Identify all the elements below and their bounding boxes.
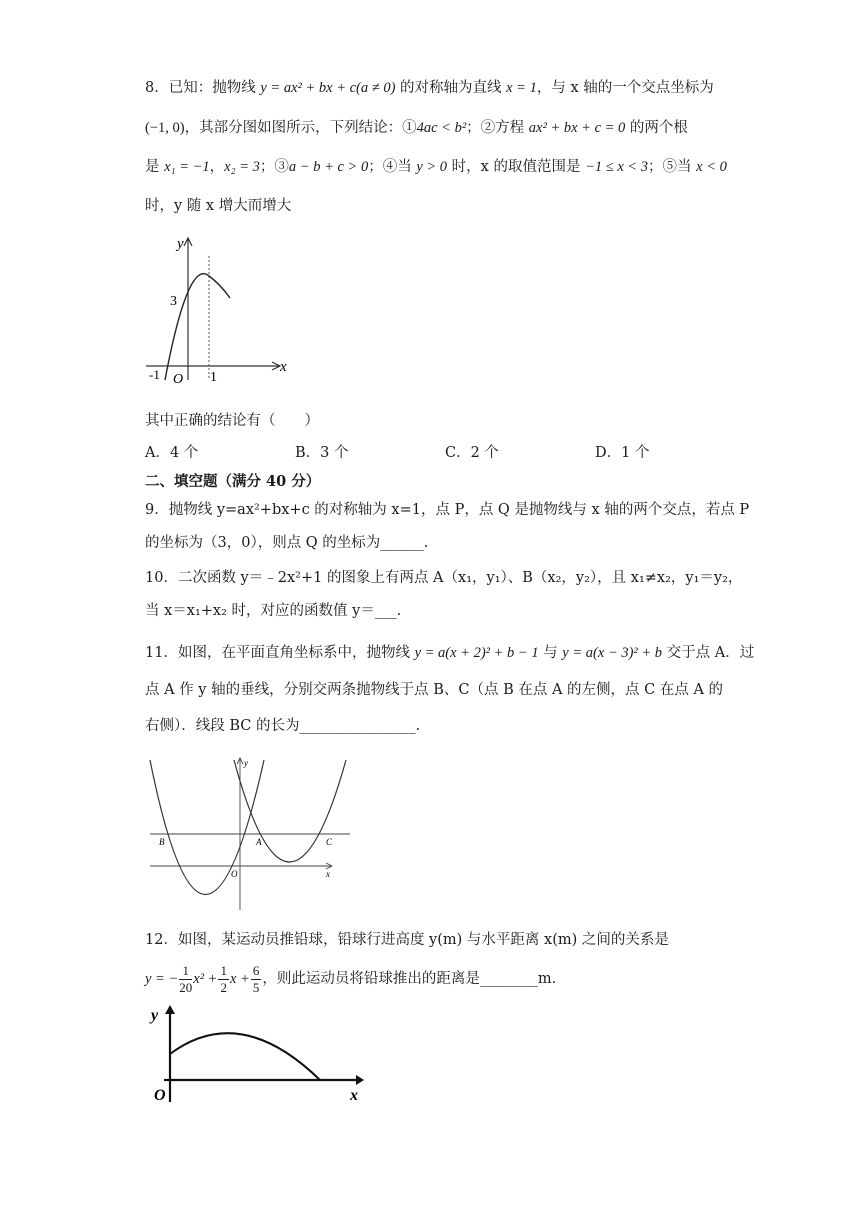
q11-text: 与	[538, 645, 563, 661]
q10-line-2: 当 x＝x₁+x₂ 时，对应的函数值 y＝___.	[145, 603, 402, 619]
q8-point: (−1, 0)	[145, 120, 185, 136]
q8-option-a[interactable]: A．4 个	[145, 445, 199, 461]
q11-graph-c-label: C	[326, 837, 333, 847]
q12-graph-y-label: y	[151, 1007, 159, 1024]
q12-graph-x-label: x	[350, 1087, 358, 1104]
q11-equation-2: y = a(x − 3)² + b	[562, 645, 663, 661]
q8-line-3: 是 x₁ = −1，x₂ = 3；③a − b + c > 0；④当 y > 0 时，x 的取值范围是 −1 ≤ x < 3；⑤当 x < 0	[145, 159, 727, 175]
q9-line-1: 9．抛物线 y=ax²+bx+c 的对称轴为 x=1，点 P，点 Q 是抛物线与 x 轴的两个交点，若点 P	[145, 502, 750, 518]
q12-graph-origin-label: O	[154, 1087, 166, 1104]
q8-text: ，其部分图如图所示，下列结论：①	[184, 120, 417, 136]
q10-line-1: 10．二次函数 y＝﹣2x²+1 的图象上有两点 A（x₁，y₁）、B（x₂，y₂），且 x₁≠x₂，y₁＝y₂，	[145, 570, 743, 586]
q11-graph-a-label: A	[256, 837, 262, 847]
q8-parabola-graph	[140, 228, 300, 388]
q8-text: 时，x 的取值范围是	[447, 159, 586, 175]
q12-fraction-2: $\frac{1}{2}$	[220, 962, 227, 995]
q8-root-1: x₁ = −1	[164, 159, 210, 175]
q12-x-arrow	[356, 1075, 364, 1085]
q8-text: ，与 x 轴的一个交点坐标为	[536, 80, 714, 96]
q11-line-1	[145, 643, 754, 663]
q8-graph-x-label: x	[280, 359, 287, 375]
q12-line-1: 12．如图，某运动员推铅球，铅球行进高度 y(m) 与水平距离 x(m) 之间的关系是	[145, 932, 669, 948]
q12-equation-part: y = −	[145, 971, 179, 987]
q12-shot-put-graph	[146, 1002, 376, 1112]
q8-option-b[interactable]: B．3 个	[295, 445, 349, 461]
q11-equation-1: y = a(x + 2)² + b − 1	[414, 645, 539, 661]
q8-text: ；④当	[368, 159, 417, 175]
q8-text: ；⑤当	[648, 159, 697, 175]
q8-text: 的两个根	[625, 120, 688, 136]
q11-text: 11．如图，在平面直角坐标系中，抛物线	[145, 645, 415, 661]
q8-root-2: x₂ = 3	[224, 159, 260, 175]
q8-option-c[interactable]: C．2 个	[445, 445, 499, 461]
q8-ask: 其中正确的结论有（ ）	[145, 413, 319, 429]
q11-text: 交于点 A．过	[662, 645, 755, 661]
q8-conclusion-1: 4ac < b²	[416, 120, 467, 136]
q8-parabola-curve	[165, 274, 230, 380]
q11-graph-x-label: x	[326, 869, 330, 879]
section-heading: 二、填空题（满分 40 分）	[145, 473, 321, 490]
q8-axis-equation: x = 1	[506, 80, 537, 96]
q12-fraction-3: $\frac{6}{5}$	[252, 962, 260, 995]
q12-fraction-1: $\frac{1}{20}$	[179, 962, 193, 995]
q11-line-2: 点 A 作 y 轴的垂线，分别交两条抛物线于点 B、C（点 B 在点 A 的左侧，点 C 在点 A 的	[145, 682, 724, 698]
q8-conclusion-3: a − b + c > 0	[288, 159, 369, 175]
q11-graph-y-label: y	[244, 758, 248, 768]
q8-option-d[interactable]: D．1 个	[595, 445, 650, 461]
q8-graph-y-label: y	[177, 236, 184, 252]
q12-trajectory-curve	[170, 1033, 320, 1080]
q12-line-2	[145, 962, 556, 1000]
q8-equation: y = ax² + bx + c(a ≠ 0)	[260, 80, 396, 96]
q12-y-arrow	[165, 1005, 175, 1014]
q12-text: ，则此运动员将铅球推出的距离是________m.	[262, 971, 557, 987]
q8-text: ；②方程	[466, 120, 529, 136]
q8-conclusion-4-range: −1 ≤ x < 3	[585, 159, 649, 175]
q8-text: 8．已知：抛物线	[145, 80, 261, 96]
q11-line-3: 右侧）．线段 BC 的长为________________.	[145, 718, 421, 734]
q12-equation-part: x² +	[193, 971, 218, 987]
q11-two-parabolas-graph	[146, 754, 356, 914]
q12-equation-part: x +	[229, 971, 250, 987]
q8-conclusion-5-cond: x < 0	[696, 159, 727, 175]
q8-line-4: 时，y 随 x 增大而增大	[145, 198, 292, 214]
q8-graph-origin-label: O	[173, 372, 184, 387]
q8-text: ；③	[259, 159, 289, 175]
q8-line-1	[145, 78, 714, 98]
q8-graph-neg-one-label: -1	[149, 367, 160, 382]
q8-text: 是	[145, 159, 165, 175]
q8-line-2	[145, 118, 688, 138]
q8-graph-three-label: 3	[170, 294, 177, 309]
q8-conclusion-2-equation: ax² + bx + c = 0	[528, 120, 626, 136]
q8-graph-one-label: 1	[210, 370, 217, 385]
q11-graph-b-label: B	[159, 837, 165, 847]
q8-text: 的对称轴为直线	[395, 80, 507, 96]
q8-conclusion-4-cond: y > 0	[416, 159, 448, 175]
q9-line-2: 的坐标为（3，0），则点 Q 的坐标为______.	[145, 535, 429, 551]
q11-parabola-left	[150, 760, 264, 895]
q11-graph-origin-label: O	[231, 869, 238, 879]
